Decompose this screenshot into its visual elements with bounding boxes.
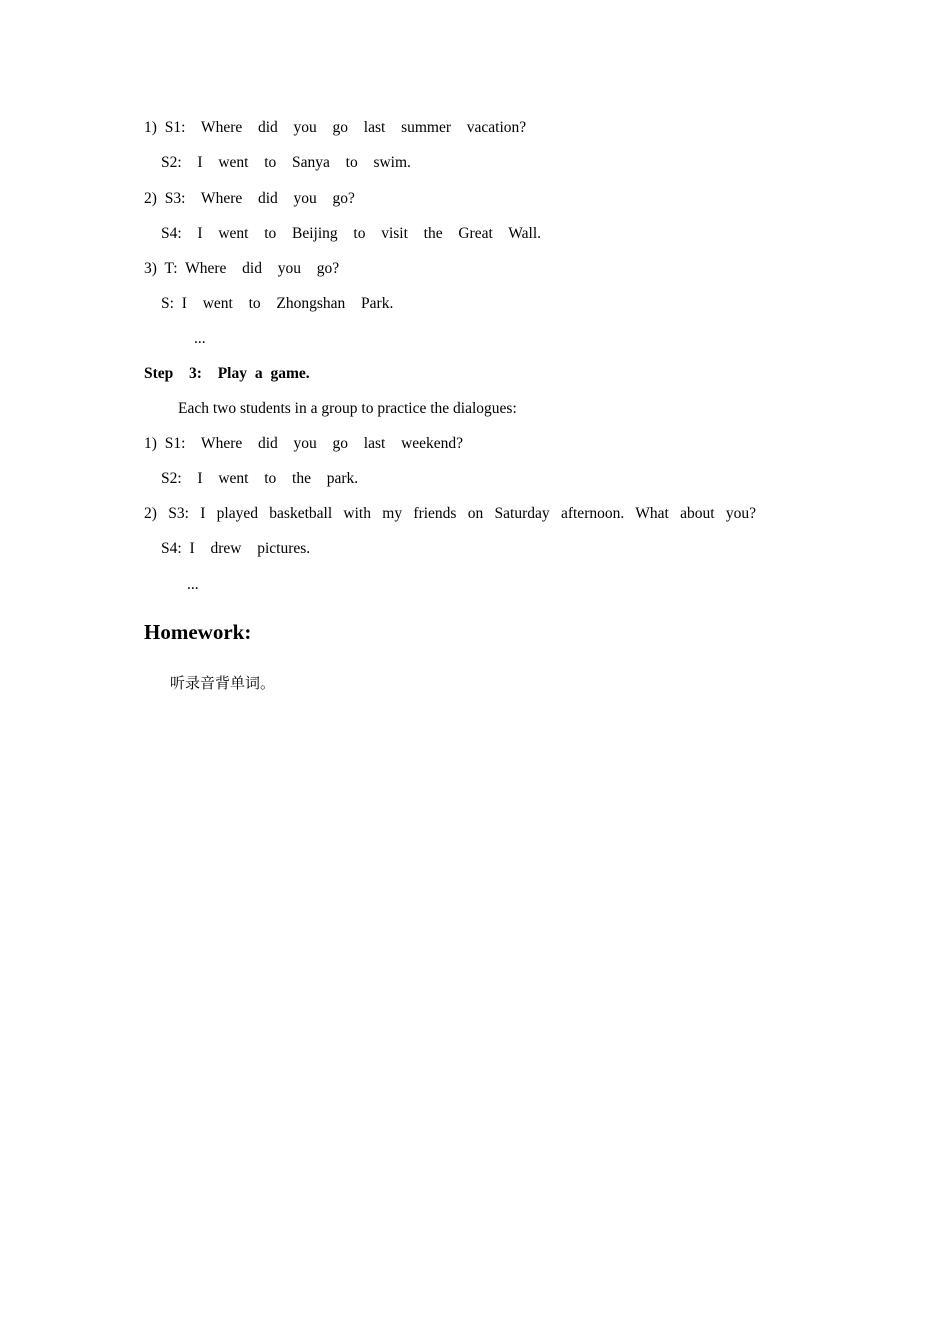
ellipsis: ... bbox=[187, 576, 199, 593]
homework-heading: Homework: bbox=[144, 620, 252, 644]
homework-text: 听录音背单词。 bbox=[170, 674, 276, 692]
step-3-instruction: Each two students in a group to practice the dialogues: bbox=[178, 400, 517, 417]
dialogue-line: 2) S3: I played basketball with my friends on Saturday afternoon. What about you? bbox=[144, 505, 756, 522]
dialogue-line: 1) S1: Where did you go last summer vacation? bbox=[144, 119, 527, 136]
dialogue-line: S4: I went to Beijing to visit the Great Wall. bbox=[161, 225, 542, 242]
dialogue-line: S2: I went to the park. bbox=[161, 470, 359, 487]
dialogue-line: S4: I drew pictures. bbox=[161, 540, 311, 557]
dialogue-line: 3) T: Where did you go? bbox=[144, 260, 340, 277]
dialogue-line: 2) S3: Where did you go? bbox=[144, 190, 355, 207]
dialogue-line: 1) S1: Where did you go last weekend? bbox=[144, 435, 464, 452]
dialogue-line: S2: I went to Sanya to swim. bbox=[161, 154, 411, 171]
step-3-heading: Step 3: Play a game. bbox=[144, 365, 310, 382]
ellipsis: ... bbox=[194, 330, 206, 347]
dialogue-line: S: I went to Zhongshan Park. bbox=[161, 295, 394, 312]
